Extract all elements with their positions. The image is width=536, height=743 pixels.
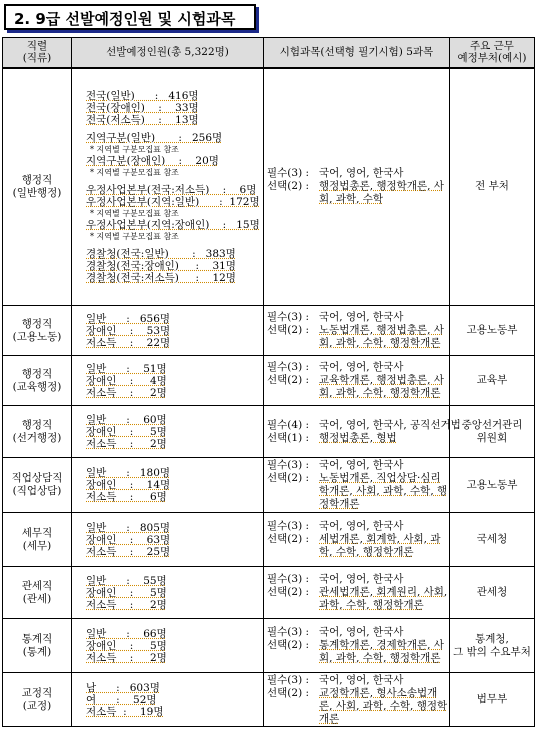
elective-text: 통계학개론, 경제학개론, 사회, 과학, 수학, 행정학개론 — [319, 639, 444, 664]
table-row — [3, 406, 535, 458]
category-label: (고용노동) — [12, 330, 62, 343]
table-row — [3, 356, 535, 406]
elective-subjects — [267, 639, 449, 665]
department-label: 그 밖의 수요부처 — [453, 645, 531, 658]
quota-note: * 지역별 구분모집표 참조 — [90, 144, 179, 154]
quota-line: 장애인 : 5명 — [86, 639, 167, 652]
elective-text: 관세법개론, 회계원리, 사회, 과학, 수학, 행정학개론 — [319, 586, 448, 611]
required-value: 국어, 영어, 한국사 — [319, 361, 404, 373]
category-label: 행정직 — [21, 317, 53, 330]
quota-note: * 지역별 구분모집표 참조 — [90, 167, 179, 177]
category-label: (교정) — [22, 699, 52, 712]
quota-line: 저소득 : 2명 — [86, 437, 167, 450]
subjects-cell — [264, 306, 450, 356]
table-header-row — [3, 38, 535, 68]
elective-text: 노동법개론, 행정법총론, 사회, 과학, 수학, 행정학개론 — [319, 324, 444, 349]
quota-line: 장애인 : 4명 — [86, 374, 167, 387]
category-label: 교정직 — [21, 686, 53, 699]
quota-line: 전국(장애인) : 33명 — [86, 101, 199, 114]
category-label: (직업상담) — [12, 485, 62, 497]
elective-text: 교육학개론, 행정법총론, 사회, 과학, 수학, 행정학개론 — [319, 374, 444, 399]
department-label: 교육부 — [476, 374, 508, 386]
quota-line: 우정사업본부(지역:장애인) : 15명 — [86, 218, 260, 231]
quota-cell — [72, 458, 264, 513]
required-subjects — [267, 167, 449, 180]
quota-line: 저소득 : 2명 — [86, 598, 167, 611]
elective-value — [319, 374, 449, 400]
required-label: 필수(3) : — [267, 361, 310, 373]
quota-line: 남 : 603명 — [86, 681, 160, 694]
category-cell — [3, 68, 72, 306]
department-cell — [450, 406, 535, 458]
quota-cell — [72, 673, 264, 727]
category-label: (통계) — [22, 645, 52, 658]
department-label: 전 부처 — [475, 180, 509, 193]
elective-value — [319, 472, 449, 511]
elective-label: 선택(2) : — [267, 686, 310, 699]
table-row — [3, 68, 535, 306]
quota-line: 저소득 : 19명 — [86, 705, 164, 718]
quota-cell — [72, 567, 264, 619]
quota-line: 경찰청(전국:일반) : 383명 — [86, 247, 236, 260]
elective-subjects — [267, 533, 449, 559]
category-label: 직업상담직 — [11, 472, 63, 484]
elective-label: 선택(2) : — [267, 374, 310, 386]
required-value: 국어, 영어, 한국사 — [319, 573, 404, 585]
department-label: 법무부 — [476, 693, 508, 705]
category-label: 행정직 — [21, 418, 53, 431]
required-value: 국어, 영어, 한국사 — [319, 626, 404, 638]
required-subjects — [267, 674, 449, 687]
elective-subjects — [267, 180, 449, 206]
elective-value — [319, 586, 449, 612]
quota-line: 일반 : 180명 — [86, 467, 171, 479]
quota-line: 우정사업본부(지역:일반) : 172명 — [86, 195, 260, 208]
elective-text: 노동법개론, 직업상담·심리학개론, 사회, 과학, 수학, 행정학개론 — [319, 472, 448, 510]
quota-line: 장애인 : 14명 — [86, 479, 171, 491]
required-label: 필수(3) : — [267, 520, 310, 532]
required-label: 필수(3) : — [267, 167, 310, 180]
quota-cell — [72, 619, 264, 673]
elective-label: 선택(2) : — [267, 180, 310, 193]
required-value: 국어, 영어, 한국사 — [319, 673, 404, 686]
quota-line: 일반 : 60명 — [86, 413, 167, 426]
required-subjects — [267, 361, 449, 374]
required-label: 필수(3) : — [267, 673, 310, 686]
department-label: 국세청 — [476, 533, 508, 545]
category-cell — [3, 673, 72, 727]
elective-text: 교정학개론, 형사소송법개론, 사회, 과학, 수학, 행정학개론 — [319, 686, 448, 725]
category-cell — [3, 306, 72, 356]
quota-line: 장애인 : 5명 — [86, 586, 167, 599]
elective-label: 선택(2) : — [267, 586, 310, 598]
page-title: 2. 9급 선발예정인원 및 시험과목 — [4, 4, 256, 30]
required-subjects — [267, 418, 461, 432]
required-value: 국어, 영어, 한국사 — [319, 311, 404, 323]
category-cell — [3, 458, 72, 513]
category-label: (관세) — [22, 592, 52, 605]
header-category: 직렬 (직류) — [3, 38, 72, 68]
quota-cell — [72, 306, 264, 356]
table-row — [3, 619, 535, 673]
department-label: 관세청 — [476, 586, 508, 598]
department-label: 중앙선거관리 — [461, 418, 523, 431]
category-label: 관세직 — [21, 579, 53, 592]
required-value: 국어, 영어, 한국사 — [319, 520, 404, 532]
header-subjects: 시험과목(선택형 필기시험) 5과목 — [264, 38, 450, 68]
quota-line: 일반 : 66명 — [86, 627, 167, 640]
elective-subjects — [267, 687, 449, 726]
quota-line: 장애인 : 5명 — [86, 425, 167, 438]
elective-value — [319, 324, 449, 350]
quota-cell — [72, 406, 264, 458]
category-label: (세무) — [22, 539, 52, 552]
quota-note: * 지역별 구분모집표 참조 — [90, 208, 179, 218]
category-label: (선거행정) — [12, 431, 62, 444]
department-label: 고용노동부 — [466, 324, 518, 336]
quota-line: 저소득 : 6명 — [86, 491, 167, 503]
department-cell — [450, 458, 535, 513]
elective-label: 선택(2) : — [267, 324, 310, 336]
elective-label: 선택(1) : — [267, 431, 310, 444]
subjects-cell — [264, 356, 450, 406]
department-label: 고용노동부 — [466, 478, 518, 491]
category-cell — [3, 567, 72, 619]
elective-text: 행정법총론, 형법 — [319, 431, 397, 444]
category-cell — [3, 356, 72, 406]
quota-line: 일반 : 55명 — [86, 574, 167, 587]
quota-cell — [72, 513, 264, 567]
subjects-cell — [264, 567, 450, 619]
department-cell — [450, 567, 535, 619]
category-cell — [3, 619, 72, 673]
department-cell — [450, 513, 535, 567]
department-cell — [450, 673, 535, 727]
category-label: (일반행정) — [12, 186, 62, 199]
quota-note: * 지역별 구분모집표 참조 — [90, 231, 179, 241]
quota-line: 경찰청(전국:장애인) : 31명 — [86, 259, 236, 272]
category-label: 행정직 — [21, 173, 53, 186]
elective-subjects — [267, 432, 449, 445]
required-subjects — [267, 573, 449, 586]
subjects-cell — [264, 458, 450, 513]
department-cell — [450, 306, 535, 356]
required-value: 국어, 영어, 한국사 — [319, 459, 404, 471]
quota-line: 저소득 : 22명 — [86, 336, 171, 349]
elective-value — [319, 180, 449, 206]
category-label: 통계직 — [21, 632, 53, 645]
elective-subjects — [267, 374, 449, 400]
elective-text: 행정법총론, 행정학개론, 사회, 과학, 수학 — [319, 180, 444, 206]
quota-line: 일반 : 656명 — [86, 312, 171, 325]
subjects-cell — [264, 513, 450, 567]
table-row — [3, 513, 535, 567]
subjects-cell — [264, 619, 450, 673]
elective-value — [319, 639, 449, 665]
quota-line: 전국(저소득) : 13명 — [86, 113, 199, 126]
department-cell — [450, 356, 535, 406]
quota-line: 장애인 : 53명 — [86, 324, 171, 337]
quota-line: 일반 : 51명 — [86, 362, 167, 375]
quota-line: 지역구분(일반) : 256명 — [86, 131, 223, 144]
category-label: 세무직 — [21, 526, 53, 539]
category-label: (교육행정) — [12, 380, 62, 393]
required-label: 필수(3) : — [267, 311, 310, 323]
subjects-cell — [264, 68, 450, 306]
elective-label: 선택(2) : — [267, 472, 310, 484]
required-value: 국어, 영어, 한국사 — [319, 167, 404, 180]
quota-line: 저소득 : 2명 — [86, 386, 167, 399]
category-cell — [3, 406, 72, 458]
department-label: 위원회 — [476, 431, 508, 444]
department-label: 통계청, — [475, 632, 509, 645]
quota-line: 일반 : 805명 — [86, 521, 171, 534]
table-row — [3, 458, 535, 513]
quota-line: 전국(일반) : 416명 — [86, 89, 199, 102]
elective-value — [319, 533, 449, 559]
department-cell — [450, 68, 535, 306]
elective-subjects — [267, 586, 449, 612]
quota-line: 장애인 : 63명 — [86, 533, 171, 546]
required-subjects — [267, 311, 449, 324]
header-quota: 선발예정인원(총 5,322명) — [72, 38, 264, 68]
elective-text: 세법개론, 회계학, 사회, 과학, 수학, 행정학개론 — [319, 533, 441, 558]
table-row — [3, 673, 535, 727]
required-subjects — [267, 459, 449, 472]
category-cell — [3, 513, 72, 567]
elective-subjects — [267, 472, 449, 511]
quota-line: 여 : 52명 — [86, 693, 157, 706]
recruitment-table — [2, 37, 535, 727]
quota-line: 저소득 : 25명 — [86, 545, 171, 558]
table-row — [3, 306, 535, 356]
required-subjects — [267, 520, 449, 533]
required-label: 필수(3) : — [267, 459, 310, 471]
department-cell — [450, 619, 535, 673]
quota-cell — [72, 356, 264, 406]
required-value: 국어, 영어, 한국사, 공직선거법 — [319, 418, 461, 431]
header-department: 주요 근무 예정부처(예시) — [450, 38, 535, 68]
elective-subjects — [267, 324, 449, 350]
elective-label: 선택(2) : — [267, 533, 310, 545]
quota-line: 저소득 : 2명 — [86, 651, 167, 664]
quota-line: 우정사업본부(전국:저소득) : 6명 — [86, 183, 257, 196]
quota-line: 지역구분(장애인) : 20명 — [86, 154, 219, 167]
elective-label: 선택(2) : — [267, 639, 310, 651]
category-label: 행정직 — [21, 367, 53, 380]
elective-value — [319, 687, 449, 726]
required-subjects — [267, 626, 449, 639]
required-label: 필수(4) : — [267, 418, 310, 431]
required-label: 필수(3) : — [267, 626, 310, 638]
subjects-cell — [264, 406, 461, 458]
required-label: 필수(3) : — [267, 573, 310, 585]
quota-cell — [72, 68, 264, 306]
quota-line: 경찰청(전국:저소득) : 12명 — [86, 271, 236, 284]
elective-value — [319, 432, 397, 445]
table-row — [3, 567, 535, 619]
subjects-cell — [264, 673, 450, 727]
